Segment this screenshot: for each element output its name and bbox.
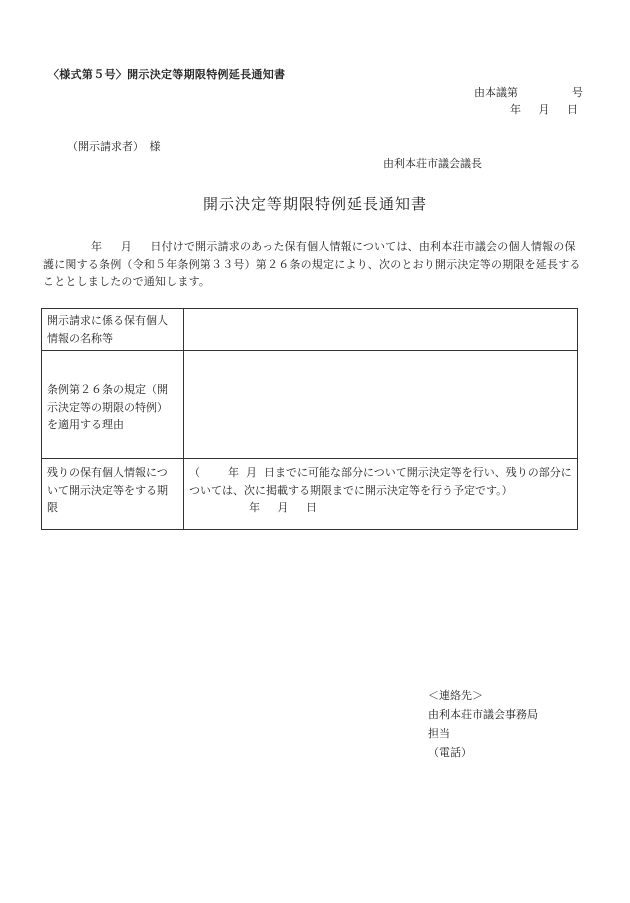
body-paragraph	[43, 238, 583, 291]
info-table	[41, 308, 578, 530]
body-year: 年	[91, 240, 103, 253]
date-day: 日	[566, 103, 578, 116]
contact-phone: （電話）	[428, 746, 472, 759]
row-value-info-name	[184, 309, 578, 351]
table-row	[42, 351, 578, 459]
document-date	[510, 101, 578, 117]
row-label-deadline: 残りの保有個人情報について開示決定等をする期限	[42, 459, 184, 530]
contact-heading: ＜連絡先＞	[428, 689, 483, 702]
table-row	[42, 309, 578, 351]
contact-person: 担当	[428, 727, 450, 740]
row-label-reason: 条例第２６条の規定（開示決定等の期限の特例）を適用する理由	[42, 351, 184, 459]
contact-block	[428, 686, 538, 762]
contact-office: 由利本荘市議会事務局	[428, 708, 538, 721]
body-month: 月	[120, 240, 132, 253]
table-row	[42, 459, 578, 530]
date-year: 年	[510, 103, 521, 116]
document-number	[474, 84, 583, 100]
deadline-description: （ 年 月 日までに可能な部分について開示決定等を行い、残りの部分については、次に掲載する期限までに開示決定等を行う予定です。）	[189, 466, 572, 497]
addressee: （開示請求者） 様	[67, 140, 161, 153]
form-label: 〈様式第５号〉開示決定等期限特例延長通知書	[48, 68, 286, 81]
page-title: 開示決定等期限特例延長通知書	[202, 195, 427, 213]
row-value-deadline	[184, 459, 578, 530]
document-number-prefix: 由本議第	[474, 86, 518, 99]
row-label-info-name: 開示請求に係る保有個人情報の名称等	[42, 309, 184, 351]
date-month: 月	[538, 103, 550, 116]
body-text: 日付けで開示請求のあった保有個人情報については、由利本荘市議会の個人情報の保護に関する条例（令和５年条例第３３号）第２６条の規定により、次のとおり開示決定等の期限を延長することとしましたので通知します。	[43, 240, 581, 288]
deadline-date: 年 月 日	[249, 501, 317, 514]
document-number-suffix: 号	[572, 86, 583, 99]
sender: 由利本荘市議会議長	[383, 157, 482, 170]
row-value-reason	[184, 351, 578, 459]
